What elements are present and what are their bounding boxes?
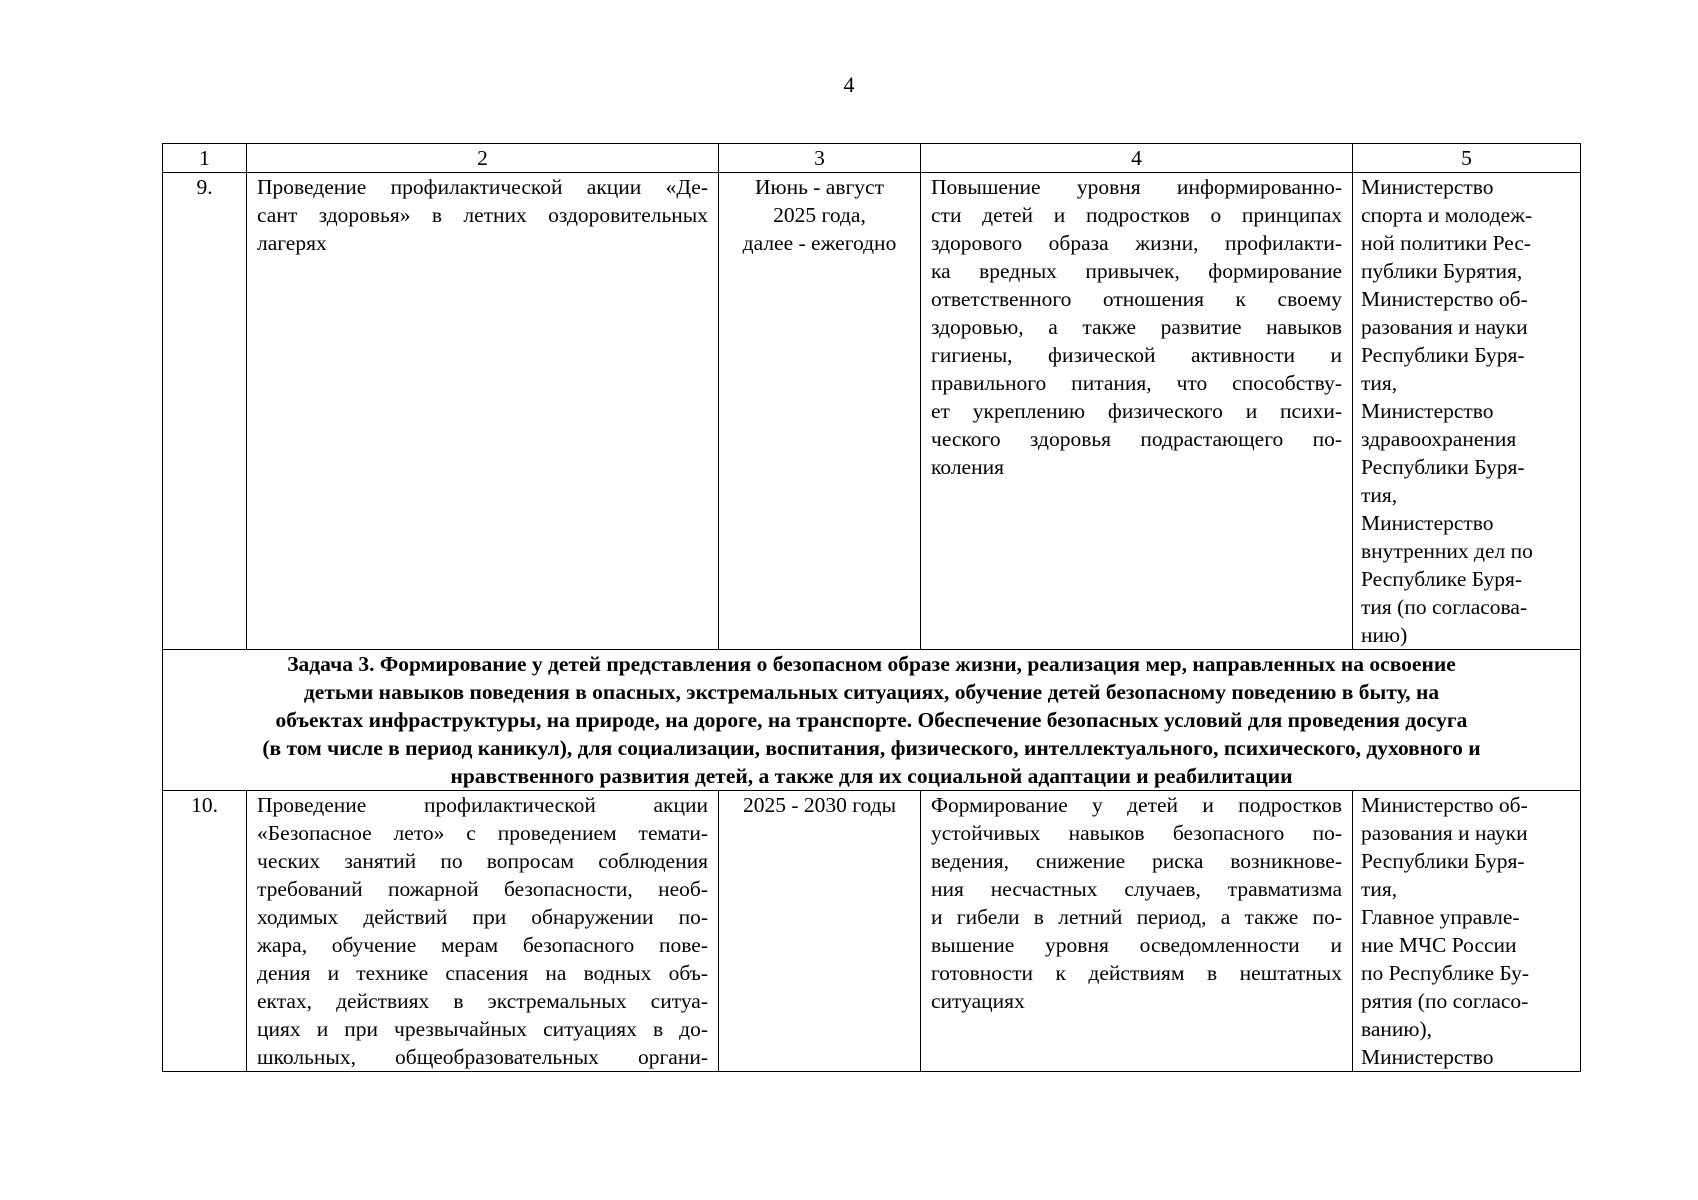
- text-line: ванию),: [1361, 1017, 1433, 1041]
- text-line: ектах, действиях в экстремальных ситуа-: [257, 989, 708, 1013]
- text-line: «Безопасное лето» с проведением темати-: [257, 821, 708, 845]
- period-cell: [719, 791, 921, 1072]
- text-line: ситуациях: [931, 989, 1025, 1013]
- text-line: далее - ежегодно: [742, 231, 897, 255]
- text-line: здоровью, а также развитие навыков: [931, 315, 1342, 339]
- text-line: Республики Буря-: [1361, 343, 1525, 367]
- text-line: Республики Буря-: [1361, 455, 1525, 479]
- text-line: лагерях: [257, 231, 327, 255]
- text-line: тия,: [1361, 371, 1398, 395]
- expected-result-cell: [921, 791, 1353, 1072]
- text-line: дения и технике спасения на водных объ-: [257, 961, 708, 985]
- text-line: Июнь - август: [754, 175, 884, 199]
- text-line: 2025 года,: [773, 203, 866, 227]
- text-line: Министерство об-: [1361, 287, 1528, 311]
- text-line: ответственного отношения к своему: [931, 287, 1342, 311]
- text-line: Главное управле-: [1361, 905, 1520, 929]
- header-col-4: 4: [921, 144, 1353, 173]
- text-line: нию): [1361, 623, 1408, 647]
- header-col-2: 2: [247, 144, 719, 173]
- text-line: Министерство: [1361, 399, 1494, 423]
- responsible-cell: [1353, 791, 1581, 1072]
- text-line: сти детей и подростков о принципах: [931, 203, 1342, 227]
- text-line: тия (по согласова-: [1361, 595, 1528, 619]
- text-line: тия,: [1361, 877, 1398, 901]
- text-line: циях и при чрезвычайных ситуациях в до-: [257, 1017, 708, 1041]
- text-line: ние МЧС России: [1361, 933, 1517, 957]
- text-line: устойчивых навыков безопасного по-: [931, 821, 1342, 845]
- text-line: гигиены, физической активности и: [931, 343, 1342, 367]
- header-col-3: 3: [719, 144, 921, 173]
- heading-line: нравственного развития детей, а также для их социальной адаптации и реабилитации: [450, 764, 1293, 788]
- text-line: требований пожарной безопасности, необ-: [257, 877, 708, 901]
- text-line: Министерство: [1361, 1045, 1494, 1069]
- text-line: рятия (по согласо-: [1361, 989, 1529, 1013]
- row-number: 10.: [163, 791, 247, 1072]
- text-line: школьных, общеобразовательных органи-: [257, 1045, 708, 1069]
- heading-line: детьми навыков поведения в опасных, экстремальных ситуациях, обучение детей безопасному поведению в быту, на: [303, 680, 1440, 704]
- text-line: ет укреплению физического и психи-: [931, 399, 1342, 423]
- expected-result-cell: [921, 173, 1353, 650]
- text-line: сант здоровья» в летних оздоровительных: [257, 203, 708, 227]
- heading-line: Задача 3. Формирование у детей представления о безопасном образе жизни, реализация мер, направленных на освоение: [287, 652, 1456, 676]
- heading-line: (в том числе в период каникул), для социализации, воспитания, физического, интеллектуального, психического, духовного и: [262, 736, 1481, 760]
- row-number: 9.: [163, 173, 247, 650]
- text-line: Министерство: [1361, 511, 1494, 535]
- column-number-header-row: [163, 144, 1581, 173]
- text-line: Республике Буря-: [1361, 567, 1523, 591]
- text-line: 2025 - 2030 годы: [742, 793, 897, 817]
- text-line: по Республике Бу-: [1361, 961, 1530, 985]
- text-line: Министерство: [1361, 175, 1494, 199]
- table-row-9: [163, 173, 1581, 650]
- text-line: разования и науки: [1361, 821, 1528, 845]
- text-line: публики Бурятия,: [1361, 259, 1523, 283]
- table-row-10: [163, 791, 1581, 1072]
- text-line: жара, обучение мерам безопасного пове-: [257, 933, 708, 957]
- action-plan-table: [162, 143, 1581, 1072]
- text-line: здравоохранения: [1361, 427, 1517, 451]
- text-line: тия,: [1361, 483, 1398, 507]
- text-line: ходимых действий при обнаружении по-: [257, 905, 708, 929]
- text-line: здорового образа жизни, профилакти-: [931, 231, 1342, 255]
- heading-line: объектах инфраструктуры, на природе, на дороге, на транспорте. Обеспечение безопасных условий для проведения досуга: [275, 708, 1468, 732]
- page-number: 4: [843, 72, 855, 97]
- text-line: ческого здоровья подрастающего по-: [931, 427, 1342, 451]
- text-line: Министерство об-: [1361, 793, 1528, 817]
- text-line: готовности к действиям в нештатных: [931, 961, 1342, 985]
- text-line: спорта и молодеж-: [1361, 203, 1533, 227]
- text-line: вышение уровня осведомленности и: [931, 933, 1342, 957]
- text-line: и гибели в летний период, а также по-: [931, 905, 1342, 929]
- text-line: ческих занятий по вопросам соблюдения: [257, 849, 708, 873]
- text-line: Проведение профилактической акции: [257, 793, 708, 817]
- activity-cell: [247, 791, 719, 1072]
- text-line: Повышение уровня информированно-: [931, 175, 1342, 199]
- task-3-heading-row: [163, 650, 1581, 791]
- activity-cell: [247, 173, 719, 650]
- task-3-heading: [163, 650, 1581, 791]
- text-line: разования и науки: [1361, 315, 1528, 339]
- text-line: правильного питания, что способству-: [931, 371, 1342, 395]
- text-line: внутренних дел по: [1361, 539, 1533, 563]
- text-line: ведения, снижение риска возникнове-: [931, 849, 1342, 873]
- header-col-5: 5: [1353, 144, 1581, 173]
- text-line: ка вредных привычек, формирование: [931, 259, 1342, 283]
- text-line: Формирование у детей и подростков: [931, 793, 1342, 817]
- text-line: коления: [931, 455, 1004, 479]
- text-line: ния несчастных случаев, травматизма: [931, 877, 1342, 901]
- text-line: Проведение профилактической акции «Де-: [257, 175, 708, 199]
- header-col-1: 1: [163, 144, 247, 173]
- text-line: Республики Буря-: [1361, 849, 1525, 873]
- responsible-cell: [1353, 173, 1581, 650]
- text-line: ной политики Рес-: [1361, 231, 1532, 255]
- period-cell: [719, 173, 921, 650]
